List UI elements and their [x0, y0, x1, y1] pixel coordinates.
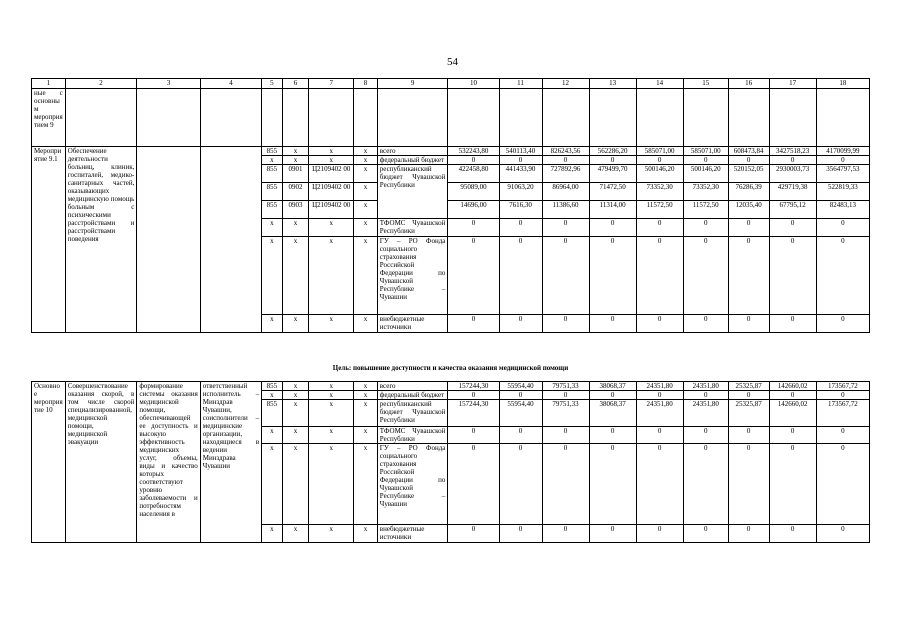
- amount-cell: 25325,87: [728, 382, 769, 391]
- amount-cell: 142660,02: [769, 382, 816, 391]
- empty-cell: [448, 89, 499, 147]
- column-number-8: 8: [354, 79, 378, 89]
- code-cell: x: [354, 427, 378, 444]
- column-number-12: 12: [542, 79, 589, 89]
- amount-cell: 0: [683, 427, 728, 444]
- amount-cell: 55954,40: [499, 382, 542, 391]
- funding-source-cell: федеральный бюджет: [377, 391, 448, 400]
- empty-cell: [728, 89, 769, 147]
- code-cell: x: [262, 237, 282, 315]
- amount-cell: 11314,00: [589, 201, 636, 219]
- amount-cell: 73352,30: [636, 183, 683, 201]
- amount-cell: 4170099,99: [816, 147, 869, 156]
- amount-cell: 585071,00: [636, 147, 683, 156]
- code-cell: 855: [262, 147, 282, 156]
- code-cell: 0903: [282, 201, 309, 219]
- code-cell: x: [354, 147, 378, 156]
- code-cell: x: [282, 400, 309, 427]
- code-cell: x: [354, 391, 378, 400]
- column-number-1: 1: [32, 79, 66, 89]
- funding-source-cell: всего: [377, 382, 448, 391]
- amount-cell: 12035,40: [728, 201, 769, 219]
- code-cell: x: [309, 156, 354, 165]
- amount-cell: 0: [769, 427, 816, 444]
- amount-cell: 0: [542, 391, 589, 400]
- amount-cell: 0: [683, 156, 728, 165]
- amount-cell: 0: [636, 525, 683, 543]
- amount-cell: 38068,37: [589, 382, 636, 391]
- amount-cell: 24351,80: [636, 400, 683, 427]
- amount-cell: 0: [448, 444, 499, 525]
- amount-cell: 79751,33: [542, 400, 589, 427]
- amount-cell: 24351,80: [683, 382, 728, 391]
- amount-cell: 0: [816, 219, 869, 237]
- funding-source-cell: ГУ – РО Фонда социального страхования Российской Федерации по Чувашской Республике – Чувашии: [377, 237, 448, 315]
- empty-cell: [377, 89, 448, 147]
- amount-cell: 0: [499, 427, 542, 444]
- amount-cell: 0: [769, 315, 816, 333]
- amount-cell: 441433,90: [499, 165, 542, 183]
- amount-cell: 157244,30: [448, 400, 499, 427]
- empty-cell: [309, 89, 354, 147]
- amount-cell: 0: [499, 391, 542, 400]
- amount-cell: 0: [728, 525, 769, 543]
- amount-cell: 0: [636, 391, 683, 400]
- amount-cell: 0: [683, 391, 728, 400]
- column-number-2: 2: [65, 79, 137, 89]
- code-cell: x: [309, 525, 354, 543]
- amount-cell: 0: [636, 156, 683, 165]
- amount-cell: 0: [636, 237, 683, 315]
- empty-cell: [542, 89, 589, 147]
- column-number-14: 14: [636, 79, 683, 89]
- amount-cell: 0: [769, 444, 816, 525]
- amount-cell: 0: [589, 525, 636, 543]
- amount-cell: 0: [728, 427, 769, 444]
- code-cell: x: [282, 525, 309, 543]
- code-cell: Ц2109402 00: [309, 201, 354, 219]
- amount-cell: 0: [589, 237, 636, 315]
- continuation-text: ные с основным мероприятием 9: [32, 89, 66, 147]
- amount-cell: 0: [683, 444, 728, 525]
- amount-cell: 0: [499, 219, 542, 237]
- amount-cell: 0: [542, 156, 589, 165]
- column-number-11: 11: [499, 79, 542, 89]
- amount-cell: 0: [448, 525, 499, 543]
- code-cell: x: [354, 315, 378, 333]
- amount-cell: 11386,60: [542, 201, 589, 219]
- code-cell: x: [262, 391, 282, 400]
- funding-source-cell: федеральный бюджет: [377, 156, 448, 165]
- empty-cell: [683, 89, 728, 147]
- column-number-15: 15: [683, 79, 728, 89]
- amount-cell: 0: [816, 156, 869, 165]
- amount-cell: 0: [589, 444, 636, 525]
- amount-cell: 86964,00: [542, 183, 589, 201]
- executor-cell: [200, 147, 261, 333]
- code-cell: x: [282, 156, 309, 165]
- amount-cell: 0: [683, 219, 728, 237]
- amount-cell: 3427518,23: [769, 147, 816, 156]
- amount-cell: 0: [816, 444, 869, 525]
- code-cell: x: [354, 444, 378, 525]
- amount-cell: 24351,80: [636, 382, 683, 391]
- code-cell: x: [354, 165, 378, 183]
- code-cell: x: [354, 201, 378, 219]
- table-row: [32, 147, 870, 156]
- amount-cell: 173567,72: [816, 400, 869, 427]
- column-number-5: 5: [262, 79, 282, 89]
- code-cell: x: [309, 237, 354, 315]
- code-cell: x: [282, 382, 309, 391]
- column-number-13: 13: [589, 79, 636, 89]
- empty-cell: [282, 89, 309, 147]
- amount-cell: 0: [448, 427, 499, 444]
- column-number-9: 9: [377, 79, 448, 89]
- amount-cell: 91063,20: [499, 183, 542, 201]
- amount-cell: 0: [683, 237, 728, 315]
- amount-cell: 727892,96: [542, 165, 589, 183]
- amount-cell: 0: [816, 237, 869, 315]
- code-cell: x: [354, 525, 378, 543]
- amount-cell: 0: [636, 219, 683, 237]
- continuation-row: [32, 89, 870, 147]
- amount-cell: 2930003,73: [769, 165, 816, 183]
- empty-cell: [137, 89, 200, 147]
- amount-cell: 0: [728, 219, 769, 237]
- code-cell: x: [262, 219, 282, 237]
- amount-cell: 0: [636, 444, 683, 525]
- amount-cell: 142660,02: [769, 400, 816, 427]
- empty-cell: [65, 89, 137, 147]
- amount-cell: 0: [589, 219, 636, 237]
- amount-cell: 0: [769, 156, 816, 165]
- financing-table-part2: [31, 381, 870, 543]
- funding-source-cell: внебюджетные источники: [377, 315, 448, 333]
- amount-cell: 3564797,53: [816, 165, 869, 183]
- code-cell: 855: [262, 165, 282, 183]
- code-cell: 0902: [282, 183, 309, 201]
- code-cell: 855: [262, 400, 282, 427]
- code-cell: x: [309, 427, 354, 444]
- column-number-3: 3: [137, 79, 200, 89]
- amount-cell: 422458,80: [448, 165, 499, 183]
- amount-cell: 479499,70: [589, 165, 636, 183]
- code-cell: 855: [262, 382, 282, 391]
- amount-cell: 0: [499, 525, 542, 543]
- code-cell: x: [282, 147, 309, 156]
- amount-cell: 0: [769, 391, 816, 400]
- column-number-4: 4: [200, 79, 261, 89]
- activity-name-cell: Совершенствование оказания скорой, в том числе скорой специализированной, медицинской помощи, медицинской эвакуации: [65, 382, 137, 543]
- code-cell: 855: [262, 183, 282, 201]
- activity-code-cell: Мероприятие 9.1: [32, 147, 66, 333]
- code-cell: 0901: [282, 165, 309, 183]
- code-cell: x: [309, 219, 354, 237]
- code-cell: x: [309, 147, 354, 156]
- amount-cell: 0: [683, 525, 728, 543]
- amount-cell: 71472,50: [589, 183, 636, 201]
- column-number-row: [32, 79, 870, 89]
- funding-source-cell: республиканский бюджет Чувашской Республики: [377, 165, 448, 219]
- code-cell: x: [282, 391, 309, 400]
- code-cell: x: [354, 400, 378, 427]
- executor-cell: ответственный исполнитель – Минздрав Чувашии, соисполнители – медицинские организации, находящиеся в ведении Минздрава Чувашии: [200, 382, 261, 543]
- activity-name-cell: Обеспечение деятельности больниц, клиник, госпиталей, медико-санитарных частей, оказывающих медицинскую помощь больным с психическими расстройствами и расстройствами поведения: [65, 147, 137, 333]
- amount-cell: 0: [448, 391, 499, 400]
- page-number: 54: [447, 56, 458, 68]
- amount-cell: 0: [499, 315, 542, 333]
- amount-cell: 0: [636, 315, 683, 333]
- amount-cell: 0: [728, 444, 769, 525]
- code-cell: x: [282, 237, 309, 315]
- amount-cell: 55954,40: [499, 400, 542, 427]
- amount-cell: 173567,72: [816, 382, 869, 391]
- code-cell: x: [262, 525, 282, 543]
- amount-cell: 562286,20: [589, 147, 636, 156]
- code-cell: x: [354, 183, 378, 201]
- amount-cell: 14696,00: [448, 201, 499, 219]
- amount-cell: 0: [448, 219, 499, 237]
- amount-cell: 0: [448, 156, 499, 165]
- column-number-10: 10: [448, 79, 499, 89]
- amount-cell: 0: [589, 315, 636, 333]
- column-number-16: 16: [728, 79, 769, 89]
- code-cell: x: [354, 219, 378, 237]
- goal-heading: Цель: повышение доступности и качества оказания медицинской помощи: [332, 364, 569, 372]
- amount-cell: 522819,33: [816, 183, 869, 201]
- amount-cell: 82483,13: [816, 201, 869, 219]
- amount-cell: 0: [816, 525, 869, 543]
- code-cell: x: [354, 382, 378, 391]
- amount-cell: 76286,39: [728, 183, 769, 201]
- goal-cell: [137, 147, 200, 333]
- funding-source-cell: республиканский бюджет Чувашской Республики: [377, 400, 448, 427]
- amount-cell: 0: [728, 391, 769, 400]
- amount-cell: 0: [499, 156, 542, 165]
- code-cell: x: [309, 382, 354, 391]
- column-number-18: 18: [816, 79, 869, 89]
- amount-cell: 11572,50: [636, 201, 683, 219]
- amount-cell: 532243,80: [448, 147, 499, 156]
- amount-cell: 500146,20: [636, 165, 683, 183]
- code-cell: Ц2109402 00: [309, 183, 354, 201]
- amount-cell: 0: [542, 219, 589, 237]
- code-cell: x: [262, 444, 282, 525]
- amount-cell: 0: [728, 156, 769, 165]
- amount-cell: 429719,38: [769, 183, 816, 201]
- code-cell: x: [354, 156, 378, 165]
- code-cell: x: [309, 444, 354, 525]
- code-cell: x: [309, 315, 354, 333]
- code-cell: x: [282, 315, 309, 333]
- amount-cell: 0: [728, 237, 769, 315]
- financing-table-part1: [31, 78, 870, 333]
- amount-cell: 585071,00: [683, 147, 728, 156]
- amount-cell: 0: [816, 315, 869, 333]
- code-cell: x: [309, 391, 354, 400]
- column-number-6: 6: [282, 79, 309, 89]
- amount-cell: 0: [499, 444, 542, 525]
- funding-source-cell: внебюджетные источники: [377, 525, 448, 543]
- amount-cell: 608473,84: [728, 147, 769, 156]
- amount-cell: 520152,05: [728, 165, 769, 183]
- amount-cell: 0: [816, 427, 869, 444]
- code-cell: x: [262, 315, 282, 333]
- empty-cell: [589, 89, 636, 147]
- amount-cell: 500146,20: [683, 165, 728, 183]
- amount-cell: 157244,30: [448, 382, 499, 391]
- amount-cell: 24351,80: [683, 400, 728, 427]
- amount-cell: 0: [589, 391, 636, 400]
- amount-cell: 0: [542, 427, 589, 444]
- amount-cell: 67795,12: [769, 201, 816, 219]
- funding-source-cell: ТФОМС Чувашской Республики: [377, 219, 448, 237]
- amount-cell: 38068,37: [589, 400, 636, 427]
- amount-cell: 0: [499, 237, 542, 315]
- amount-cell: 0: [816, 391, 869, 400]
- amount-cell: 11572,50: [683, 201, 728, 219]
- funding-source-cell: ГУ – РО Фонда социального страхования Российской Федерации по Чувашской Республике – Чувашии: [377, 444, 448, 525]
- amount-cell: 0: [769, 525, 816, 543]
- code-cell: 855: [262, 201, 282, 219]
- amount-cell: 0: [728, 315, 769, 333]
- activity-code-cell: Основное мероприятие 10: [32, 382, 66, 543]
- amount-cell: 0: [448, 315, 499, 333]
- code-cell: x: [282, 219, 309, 237]
- amount-cell: 0: [589, 156, 636, 165]
- amount-cell: 0: [542, 444, 589, 525]
- amount-cell: 0: [542, 315, 589, 333]
- column-number-17: 17: [769, 79, 816, 89]
- funding-source-cell: всего: [377, 147, 448, 156]
- empty-cell: [354, 89, 378, 147]
- amount-cell: 0: [683, 315, 728, 333]
- code-cell: x: [262, 156, 282, 165]
- amount-cell: 0: [769, 237, 816, 315]
- amount-cell: 826243,56: [542, 147, 589, 156]
- amount-cell: 79751,33: [542, 382, 589, 391]
- amount-cell: 0: [448, 237, 499, 315]
- amount-cell: 25325,87: [728, 400, 769, 427]
- amount-cell: 540113,40: [499, 147, 542, 156]
- code-cell: x: [354, 237, 378, 315]
- amount-cell: 0: [589, 427, 636, 444]
- empty-cell: [816, 89, 869, 147]
- empty-cell: [769, 89, 816, 147]
- amount-cell: 95089,00: [448, 183, 499, 201]
- amount-cell: 0: [769, 219, 816, 237]
- goal-cell: формирование системы оказания медицинской помощи, обеспечивающей ее доступность и высокую эффективность медицинских услуг, объемы, виды и качество которых соответствуют уровню заболеваемости и потребностям населения в: [137, 382, 200, 543]
- amount-cell: 7616,30: [499, 201, 542, 219]
- amount-cell: 0: [636, 427, 683, 444]
- empty-cell: [499, 89, 542, 147]
- empty-cell: [262, 89, 282, 147]
- code-cell: x: [262, 427, 282, 444]
- funding-source-cell: ТФОМС Чувашской Республики: [377, 427, 448, 444]
- column-number-7: 7: [309, 79, 354, 89]
- empty-cell: [636, 89, 683, 147]
- code-cell: x: [282, 444, 309, 525]
- table-row: [32, 382, 870, 391]
- code-cell: x: [309, 400, 354, 427]
- empty-cell: [200, 89, 261, 147]
- amount-cell: 0: [542, 237, 589, 315]
- amount-cell: 73352,30: [683, 183, 728, 201]
- amount-cell: 0: [542, 525, 589, 543]
- code-cell: Ц2109402 00: [309, 165, 354, 183]
- code-cell: x: [282, 427, 309, 444]
